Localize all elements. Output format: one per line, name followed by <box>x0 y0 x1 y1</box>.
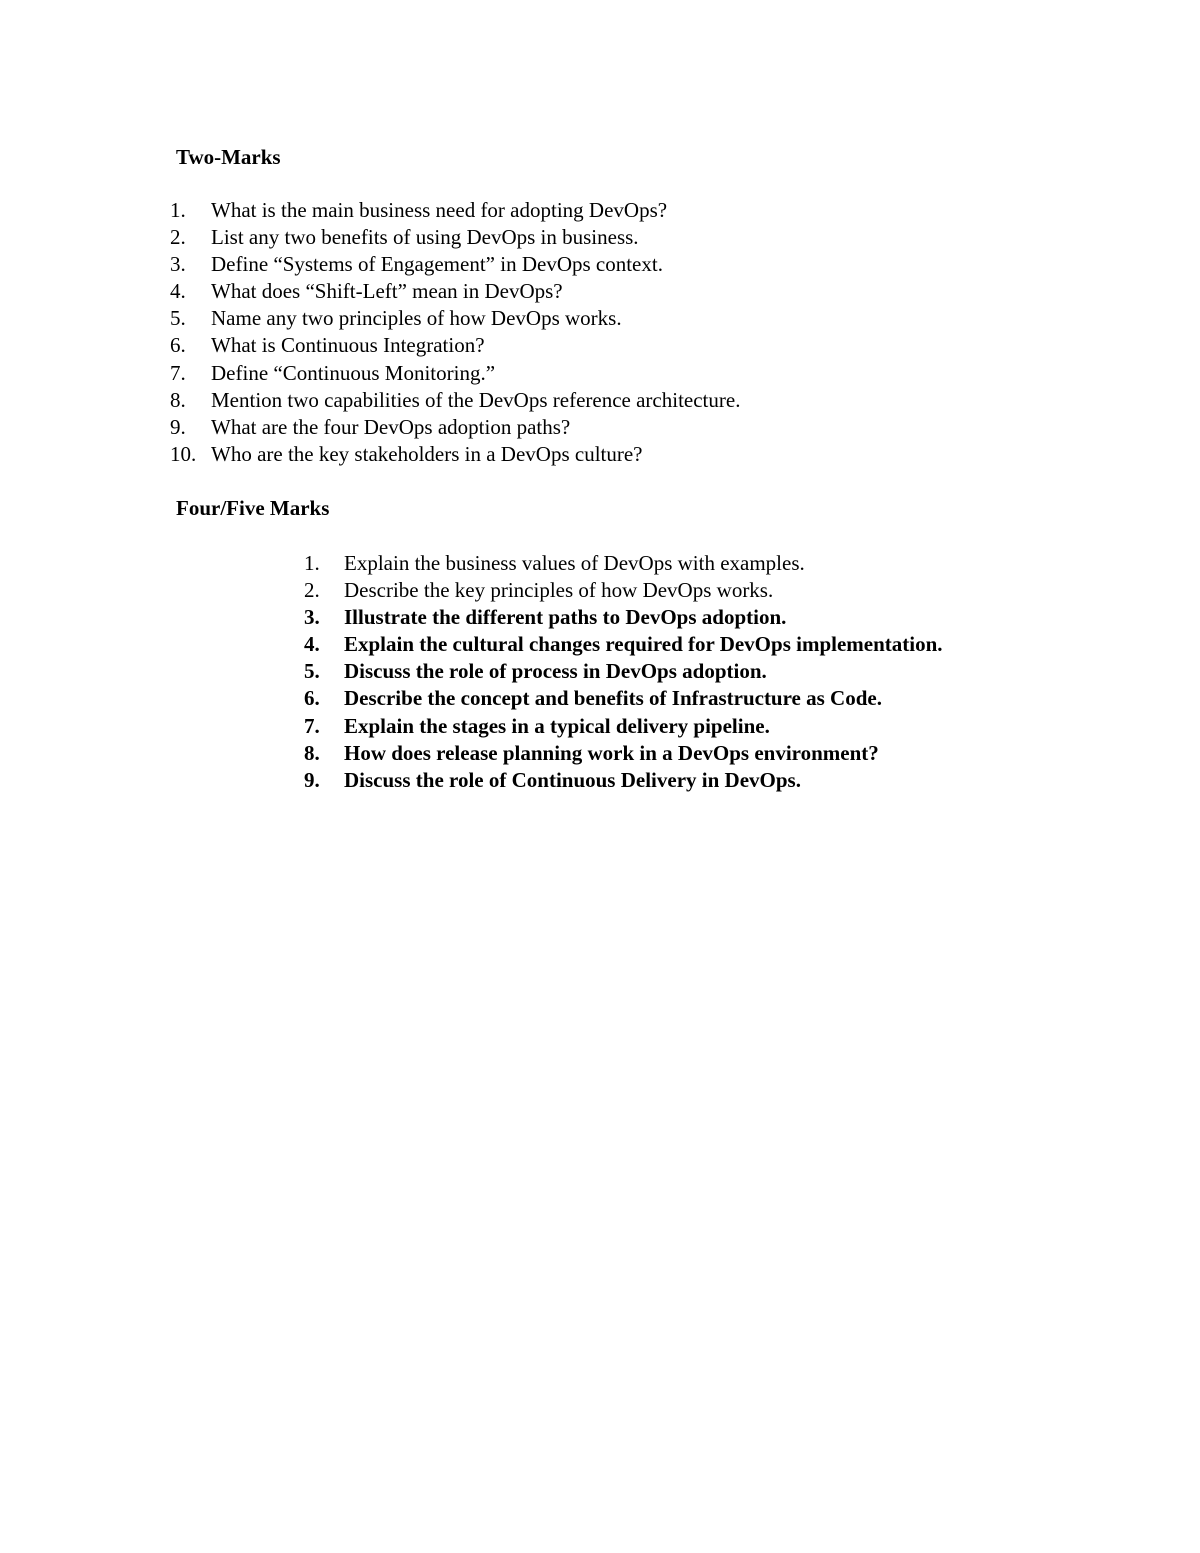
question-number: 7. <box>170 360 186 385</box>
question-number: 9. <box>170 414 186 439</box>
question-item <box>170 279 740 306</box>
question-text: Define “Continuous Monitoring.” <box>211 360 496 385</box>
question-number: 5. <box>170 306 186 331</box>
question-item <box>170 415 740 442</box>
question-number: 3. <box>170 252 186 277</box>
question-item <box>304 714 943 741</box>
question-text: What does “Shift-Left” mean in DevOps? <box>211 279 563 304</box>
question-text: Describe the key principles of how DevOps works. <box>344 578 774 603</box>
question-item <box>170 225 740 252</box>
question-item <box>170 306 740 333</box>
question-text: Who are the key stakeholders in a DevOps culture? <box>211 441 643 466</box>
section-heading-four-five-marks: Four/Five Marks <box>176 496 330 520</box>
question-text: Mention two capabilities of the DevOps reference architecture. <box>211 387 741 412</box>
question-item <box>304 632 943 659</box>
question-text: Define “Systems of Engagement” in DevOps context. <box>211 252 663 277</box>
question-item <box>304 551 943 578</box>
question-number: 5. <box>304 659 320 684</box>
question-text: Describe the concept and benefits of Infrastructure as Code. <box>344 686 882 711</box>
question-number: 7. <box>304 713 320 738</box>
question-text: How does release planning work in a DevOps environment? <box>344 740 879 765</box>
question-text: Illustrate the different paths to DevOps adoption. <box>344 605 787 630</box>
question-text: Explain the business values of DevOps with examples. <box>344 551 805 575</box>
question-item <box>170 442 740 469</box>
question-number: 10. <box>170 441 197 466</box>
question-number: 8. <box>170 387 186 412</box>
question-text: Name any two principles of how DevOps works. <box>211 306 622 331</box>
section-heading-two-marks: Two-Marks <box>176 145 281 169</box>
question-number: 4. <box>170 279 186 304</box>
question-number: 3. <box>304 605 320 630</box>
question-number: 1. <box>170 198 186 222</box>
question-text: Discuss the role of process in DevOps adoption. <box>344 659 767 684</box>
question-number: 2. <box>170 225 186 250</box>
question-number: 2. <box>304 578 320 603</box>
question-item <box>170 361 740 388</box>
question-text: List any two benefits of using DevOps in business. <box>211 225 639 250</box>
question-text: What is Continuous Integration? <box>211 333 485 358</box>
question-number: 6. <box>304 686 320 711</box>
question-number: 6. <box>170 333 186 358</box>
question-text: Explain the cultural changes required for DevOps implementation. <box>344 632 943 657</box>
question-item <box>170 252 740 279</box>
question-item <box>304 686 943 713</box>
question-text: What are the four DevOps adoption paths? <box>211 414 571 439</box>
question-item <box>304 741 943 768</box>
question-text: Discuss the role of Continuous Delivery in DevOps. <box>344 767 801 792</box>
question-text: Explain the stages in a typical delivery pipeline. <box>344 713 770 738</box>
question-item <box>170 388 740 415</box>
question-item <box>304 605 943 632</box>
question-item <box>304 659 943 686</box>
two-marks-question-list <box>170 198 740 469</box>
question-text: What is the main business need for adopting DevOps? <box>211 198 668 222</box>
question-item <box>170 333 740 360</box>
question-item <box>170 198 740 225</box>
question-item <box>304 768 943 795</box>
question-number: 1. <box>304 551 320 575</box>
question-number: 9. <box>304 767 320 792</box>
question-number: 4. <box>304 632 320 657</box>
four-five-marks-question-list <box>304 551 943 795</box>
question-item <box>304 578 943 605</box>
question-number: 8. <box>304 740 320 765</box>
